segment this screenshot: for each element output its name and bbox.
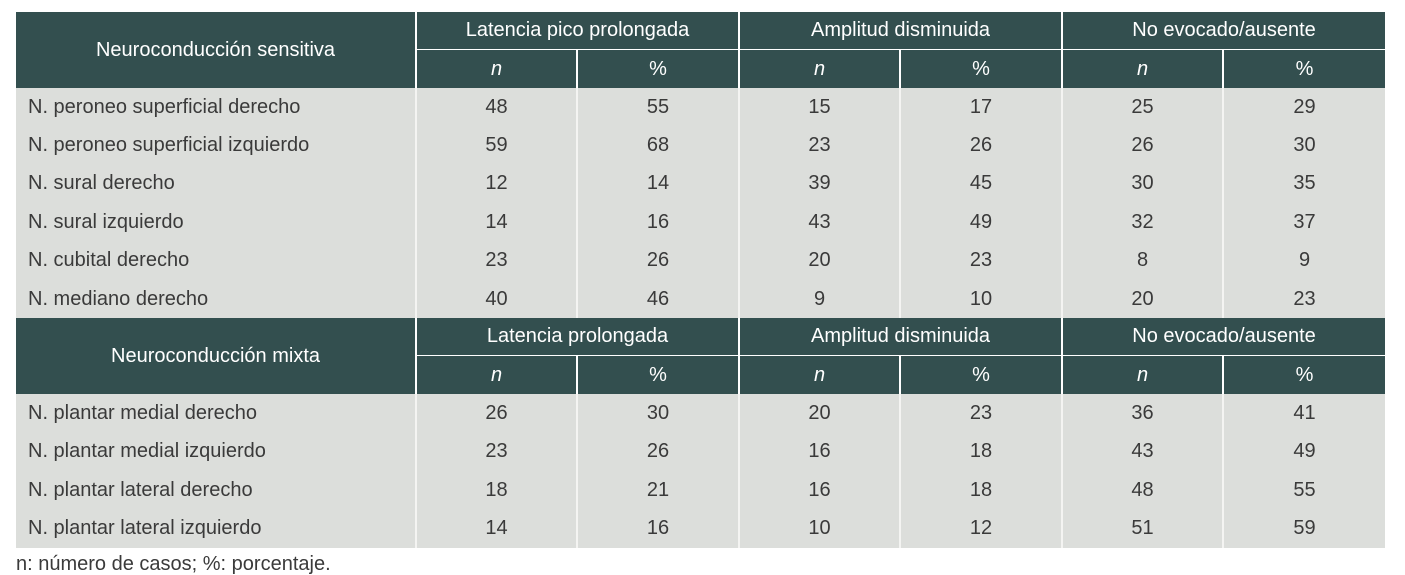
subheader-n: n [1062,50,1223,89]
cell-percent: 49 [1223,433,1385,471]
cell-percent: 41 [1223,394,1385,432]
table-row [16,203,1385,241]
cell-count: 9 [739,280,900,318]
cell-percent: 23 [900,394,1062,432]
table-row [16,242,1385,280]
column-group-header: Amplitud disminuida [739,12,1062,50]
cell-count: 40 [416,280,577,318]
cell-percent: 10 [900,280,1062,318]
cell-percent: 18 [900,433,1062,471]
section-title: Neuroconducción mixta [16,318,416,394]
nerve-name: N. plantar medial derecho [16,394,416,432]
cell-percent: 23 [1223,280,1385,318]
cell-count: 25 [1062,88,1223,126]
cell-percent: 45 [900,165,1062,203]
cell-count: 43 [739,203,900,241]
cell-count: 20 [1062,280,1223,318]
cell-count: 20 [739,394,900,432]
nerve-name: N. mediano derecho [16,280,416,318]
cell-percent: 30 [577,394,739,432]
cell-count: 26 [1062,126,1223,164]
cell-percent: 16 [577,510,739,548]
cell-count: 32 [1062,203,1223,241]
cell-count: 18 [416,471,577,509]
results-table-container [16,12,1384,548]
table-row [16,394,1385,432]
table-row [16,433,1385,471]
section-header-row [16,318,1385,356]
cell-count: 23 [416,433,577,471]
subheader-percent: % [577,356,739,395]
table-footnote: n: número de casos; %: porcentaje. [16,553,331,575]
subheader-percent: % [1223,356,1385,395]
subheader-n: n [739,356,900,395]
cell-count: 23 [416,242,577,280]
subheader-n: n [416,356,577,395]
cell-percent: 26 [577,433,739,471]
cell-percent: 23 [900,242,1062,280]
subheader-n: n [1062,356,1223,395]
cell-count: 23 [739,126,900,164]
cell-count: 14 [416,510,577,548]
cell-count: 16 [739,433,900,471]
cell-percent: 30 [1223,126,1385,164]
table-row [16,510,1385,548]
cell-count: 14 [416,203,577,241]
cell-percent: 18 [900,471,1062,509]
cell-count: 16 [739,471,900,509]
column-group-header: No evocado/ausente [1062,12,1385,50]
subheader-percent: % [900,356,1062,395]
cell-count: 12 [416,165,577,203]
cell-count: 36 [1062,394,1223,432]
cell-count: 15 [739,88,900,126]
cell-percent: 59 [1223,510,1385,548]
column-group-header: Latencia prolongada [416,318,739,356]
cell-percent: 14 [577,165,739,203]
section-header-row [16,12,1385,50]
column-group-header: Latencia pico prolongada [416,12,739,50]
table-row [16,280,1385,318]
subheader-n: n [416,50,577,89]
column-group-header: Amplitud disminuida [739,318,1062,356]
subheader-percent: % [577,50,739,89]
cell-percent: 68 [577,126,739,164]
cell-count: 20 [739,242,900,280]
section-title: Neuroconducción sensitiva [16,12,416,88]
cell-percent: 55 [1223,471,1385,509]
cell-percent: 55 [577,88,739,126]
cell-count: 26 [416,394,577,432]
nerve-name: N. sural izquierdo [16,203,416,241]
cell-count: 43 [1062,433,1223,471]
nerve-conduction-table [16,12,1385,548]
nerve-name: N. peroneo superficial izquierdo [16,126,416,164]
cell-count: 10 [739,510,900,548]
nerve-name: N. plantar medial izquierdo [16,433,416,471]
nerve-name: N. cubital derecho [16,242,416,280]
cell-percent: 26 [900,126,1062,164]
cell-percent: 37 [1223,203,1385,241]
column-group-header: No evocado/ausente [1062,318,1385,356]
cell-percent: 35 [1223,165,1385,203]
cell-count: 51 [1062,510,1223,548]
cell-percent: 17 [900,88,1062,126]
nerve-name: N. sural derecho [16,165,416,203]
cell-percent: 16 [577,203,739,241]
cell-count: 39 [739,165,900,203]
cell-percent: 9 [1223,242,1385,280]
cell-count: 59 [416,126,577,164]
nerve-name: N. peroneo superficial derecho [16,88,416,126]
cell-count: 48 [1062,471,1223,509]
table-row [16,88,1385,126]
cell-percent: 26 [577,242,739,280]
subheader-percent: % [1223,50,1385,89]
subheader-percent: % [900,50,1062,89]
table-row [16,471,1385,509]
nerve-name: N. plantar lateral derecho [16,471,416,509]
cell-count: 48 [416,88,577,126]
cell-percent: 29 [1223,88,1385,126]
table-body [16,12,1385,548]
cell-percent: 21 [577,471,739,509]
nerve-name: N. plantar lateral izquierdo [16,510,416,548]
table-row [16,126,1385,164]
cell-count: 8 [1062,242,1223,280]
cell-percent: 12 [900,510,1062,548]
cell-percent: 46 [577,280,739,318]
cell-percent: 49 [900,203,1062,241]
subheader-n: n [739,50,900,89]
table-row [16,165,1385,203]
cell-count: 30 [1062,165,1223,203]
